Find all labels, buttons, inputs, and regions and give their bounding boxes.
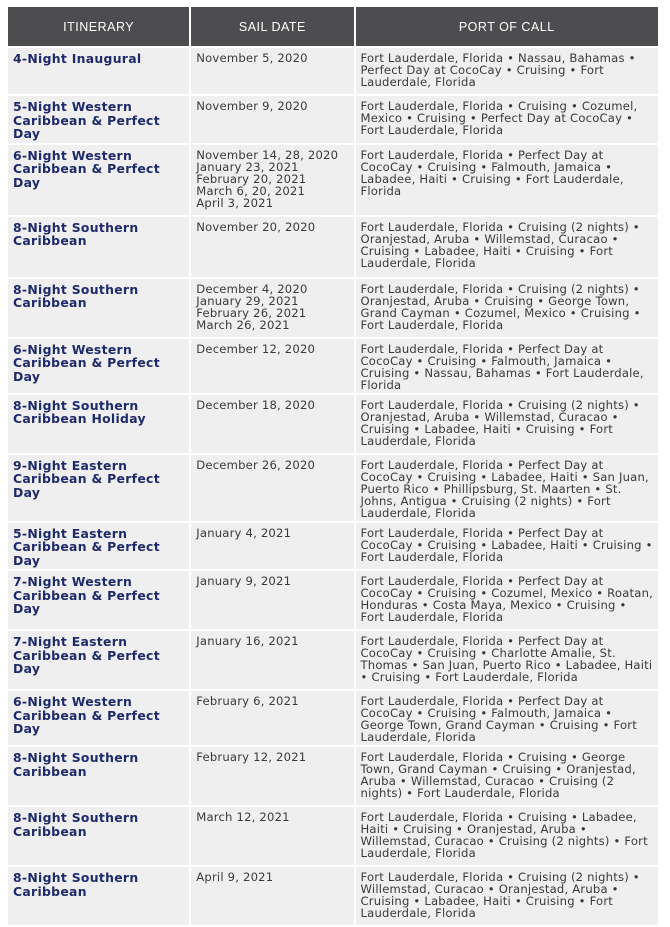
- sail-date-cell: [191, 747, 353, 805]
- itinerary-cell: 6-Night Western Caribbean & Perfect Day: [8, 339, 189, 393]
- sail-date-cell: [191, 395, 353, 453]
- itinerary-table-container: [8, 7, 658, 927]
- sail-date-cell: [191, 96, 353, 143]
- port-of-call-cell: Fort Lauderdale, Florida • Cruising • George Town, Grand Cayman • Cruising • Oranjestad, Aruba • Willemstad, Curacao • Cruising (2 nights) • Fort Lauderdale, Florida: [356, 747, 658, 805]
- itinerary-cell: 7-Night Western Caribbean & Perfect Day: [8, 571, 189, 629]
- table-row: [8, 867, 658, 925]
- sail-date: April 3, 2021: [196, 195, 274, 210]
- port-of-call-cell: Fort Lauderdale, Florida • Cruising (2 nights) • Oranjestad, Aruba • Cruising • George Town, Grand Cayman • Cozumel, Mexico • Cruising • Fort Lauderdale, Florida: [356, 279, 658, 337]
- header-sail-date: SAIL DATE: [191, 7, 353, 46]
- port-of-call-cell: Fort Lauderdale, Florida • Cruising • Cozumel, Mexico • Cruising • Perfect Day at CocoCay • Fort Lauderdale, Florida: [356, 96, 658, 143]
- itinerary-cell: 8-Night Southern Caribbean: [8, 279, 189, 337]
- header-port-of-call: PORT OF CALL: [356, 7, 658, 46]
- sail-date-cell: [191, 145, 353, 215]
- itinerary-cell: 6-Night Western Caribbean & Perfect Day: [8, 145, 189, 215]
- table-row: [8, 747, 658, 805]
- port-of-call-cell: Fort Lauderdale, Florida • Cruising (2 nights) • Oranjestad, Aruba • Willemstad, Curacao • Cruising • Labadee, Haiti • Cruising • Fort Lauderdale, Florida: [356, 217, 658, 277]
- sail-date-cell: [191, 523, 353, 570]
- itinerary-cell: 8-Night Southern Caribbean: [8, 807, 189, 865]
- sail-date: January 23, 2021: [196, 159, 299, 174]
- table-row: [8, 455, 658, 521]
- table-row: [8, 807, 658, 865]
- table-row: [8, 631, 658, 689]
- sail-date: November 20, 2020: [196, 219, 316, 234]
- sail-date: January 16, 2021: [196, 634, 299, 648]
- table-row: [8, 48, 658, 94]
- port-of-call-cell: Fort Lauderdale, Florida • Cruising (2 nights) • Oranjestad, Aruba • Willemstad, Curacao • Cruising • Labadee, Haiti • Cruising • Fort Lauderdale, Florida: [356, 395, 658, 453]
- sail-date: February 6, 2021: [196, 694, 299, 708]
- sail-date-cell: [191, 691, 353, 745]
- table-row: [8, 523, 658, 570]
- itinerary-cell: 4-Night Inaugural: [8, 48, 189, 94]
- sail-date: February 20, 2021: [196, 171, 307, 186]
- table-row: [8, 279, 658, 337]
- itinerary-cell: 8-Night Southern Caribbean Holiday: [8, 395, 189, 453]
- itinerary-table: [6, 5, 660, 927]
- sail-date-cell: [191, 455, 353, 521]
- sail-date: December 18, 2020: [196, 397, 316, 412]
- port-of-call-cell: Fort Lauderdale, Florida • Perfect Day at CocoCay • Cruising • Falmouth, Jamaica • Labadee, Haiti • Cruising • Fort Lauderdale, Florida: [356, 145, 658, 215]
- table-row: [8, 571, 658, 629]
- header-itinerary: ITINERARY: [8, 7, 189, 46]
- sail-date: December 26, 2020: [196, 457, 316, 472]
- sail-date: March 26, 2021: [196, 317, 290, 332]
- itinerary-cell: 7-Night Eastern Caribbean & Perfect Day: [8, 631, 189, 689]
- sail-date: April 9, 2021: [196, 870, 274, 884]
- sail-date-cell: [191, 807, 353, 865]
- sail-date-cell: [191, 571, 353, 629]
- port-of-call-cell: Fort Lauderdale, Florida • Cruising • Labadee, Haiti • Cruising • Oranjestad, Aruba • Willemstad, Curacao • Cruising (2 nights) • Fort Lauderdale, Florida: [356, 807, 658, 865]
- sail-date: November 5, 2020: [196, 51, 308, 65]
- table-row: [8, 339, 658, 393]
- table-row: [8, 691, 658, 745]
- sail-date: January 4, 2021: [196, 525, 292, 540]
- table-row: [8, 395, 658, 453]
- itinerary-cell: 5-Night Eastern Caribbean & Perfect Day: [8, 523, 189, 570]
- sail-date-cell: [191, 339, 353, 393]
- itinerary-cell: 6-Night Western Caribbean & Perfect Day: [8, 691, 189, 745]
- sail-date-cell: [191, 48, 353, 94]
- itinerary-cell: 9-Night Eastern Caribbean & Perfect Day: [8, 455, 189, 521]
- port-of-call-cell: Fort Lauderdale, Florida • Perfect Day at CocoCay • Cruising • Falmouth, Jamaica • Cruising • Nassau, Bahamas • Fort Lauderdale, Florida: [356, 339, 658, 393]
- sail-date-cell: [191, 279, 353, 337]
- sail-date: November 14, 28, 2020: [196, 147, 339, 162]
- sail-date: January 9, 2021: [196, 574, 292, 588]
- port-of-call-cell: Fort Lauderdale, Florida • Perfect Day at CocoCay • Cruising • Labadee, Haiti • Cruising • Fort Lauderdale, Florida: [356, 523, 658, 570]
- table-row: [8, 145, 658, 215]
- itinerary-cell: 8-Night Southern Caribbean: [8, 867, 189, 925]
- table-row: [8, 217, 658, 277]
- sail-date: December 12, 2020: [196, 341, 316, 356]
- sail-date: January 29, 2021: [196, 293, 299, 308]
- sail-date: November 9, 2020: [196, 99, 308, 113]
- sail-date: December 4, 2020: [196, 281, 308, 296]
- sail-date: February 12, 2021: [196, 750, 307, 764]
- itinerary-cell: 8-Night Southern Caribbean: [8, 747, 189, 805]
- table-row: [8, 96, 658, 143]
- table-body: [8, 48, 658, 925]
- port-of-call-cell: Fort Lauderdale, Florida • Perfect Day at CocoCay • Cruising • Labadee, Haiti • San Juan, Puerto Rico • Phillipsburg, St. Maarten • St. Johns, Antigua • Cruising (2 nights) • Fort Lauderdale, Florida: [356, 455, 658, 521]
- table-header-row: [8, 7, 658, 46]
- port-of-call-cell: Fort Lauderdale, Florida • Nassau, Bahamas • Perfect Day at CocoCay • Cruising • Fort Lauderdale, Florida: [356, 48, 658, 94]
- itinerary-cell: 8-Night Southern Caribbean: [8, 217, 189, 277]
- sail-date-cell: [191, 631, 353, 689]
- itinerary-cell: 5-Night Western Caribbean & Perfect Day: [8, 96, 189, 143]
- port-of-call-cell: Fort Lauderdale, Florida • Cruising (2 nights) • Willemstad, Curacao • Oranjestad, Aruba • Cruising • Labadee, Haiti • Cruising • Fort Lauderdale, Florida: [356, 867, 658, 925]
- sail-date: March 6, 20, 2021: [196, 183, 306, 198]
- sail-date: March 12, 2021: [196, 810, 290, 824]
- sail-date-cell: [191, 867, 353, 925]
- port-of-call-cell: Fort Lauderdale, Florida • Perfect Day at CocoCay • Cruising • Cozumel, Mexico • Roatan, Honduras • Costa Maya, Mexico • Cruising • Fort Lauderdale, Florida: [356, 571, 658, 629]
- sail-date-cell: [191, 217, 353, 277]
- port-of-call-cell: Fort Lauderdale, Florida • Perfect Day at CocoCay • Cruising • Falmouth, Jamaica • George Town, Grand Cayman • Cruising • Fort Lauderdale, Florida: [356, 691, 658, 745]
- sail-date: February 26, 2021: [196, 305, 307, 320]
- port-of-call-cell: Fort Lauderdale, Florida • Perfect Day at CocoCay • Cruising • Charlotte Amalie, St. Thomas • San Juan, Puerto Rico • Labadee, Haiti • Cruising • Fort Lauderdale, Florida: [356, 631, 658, 689]
